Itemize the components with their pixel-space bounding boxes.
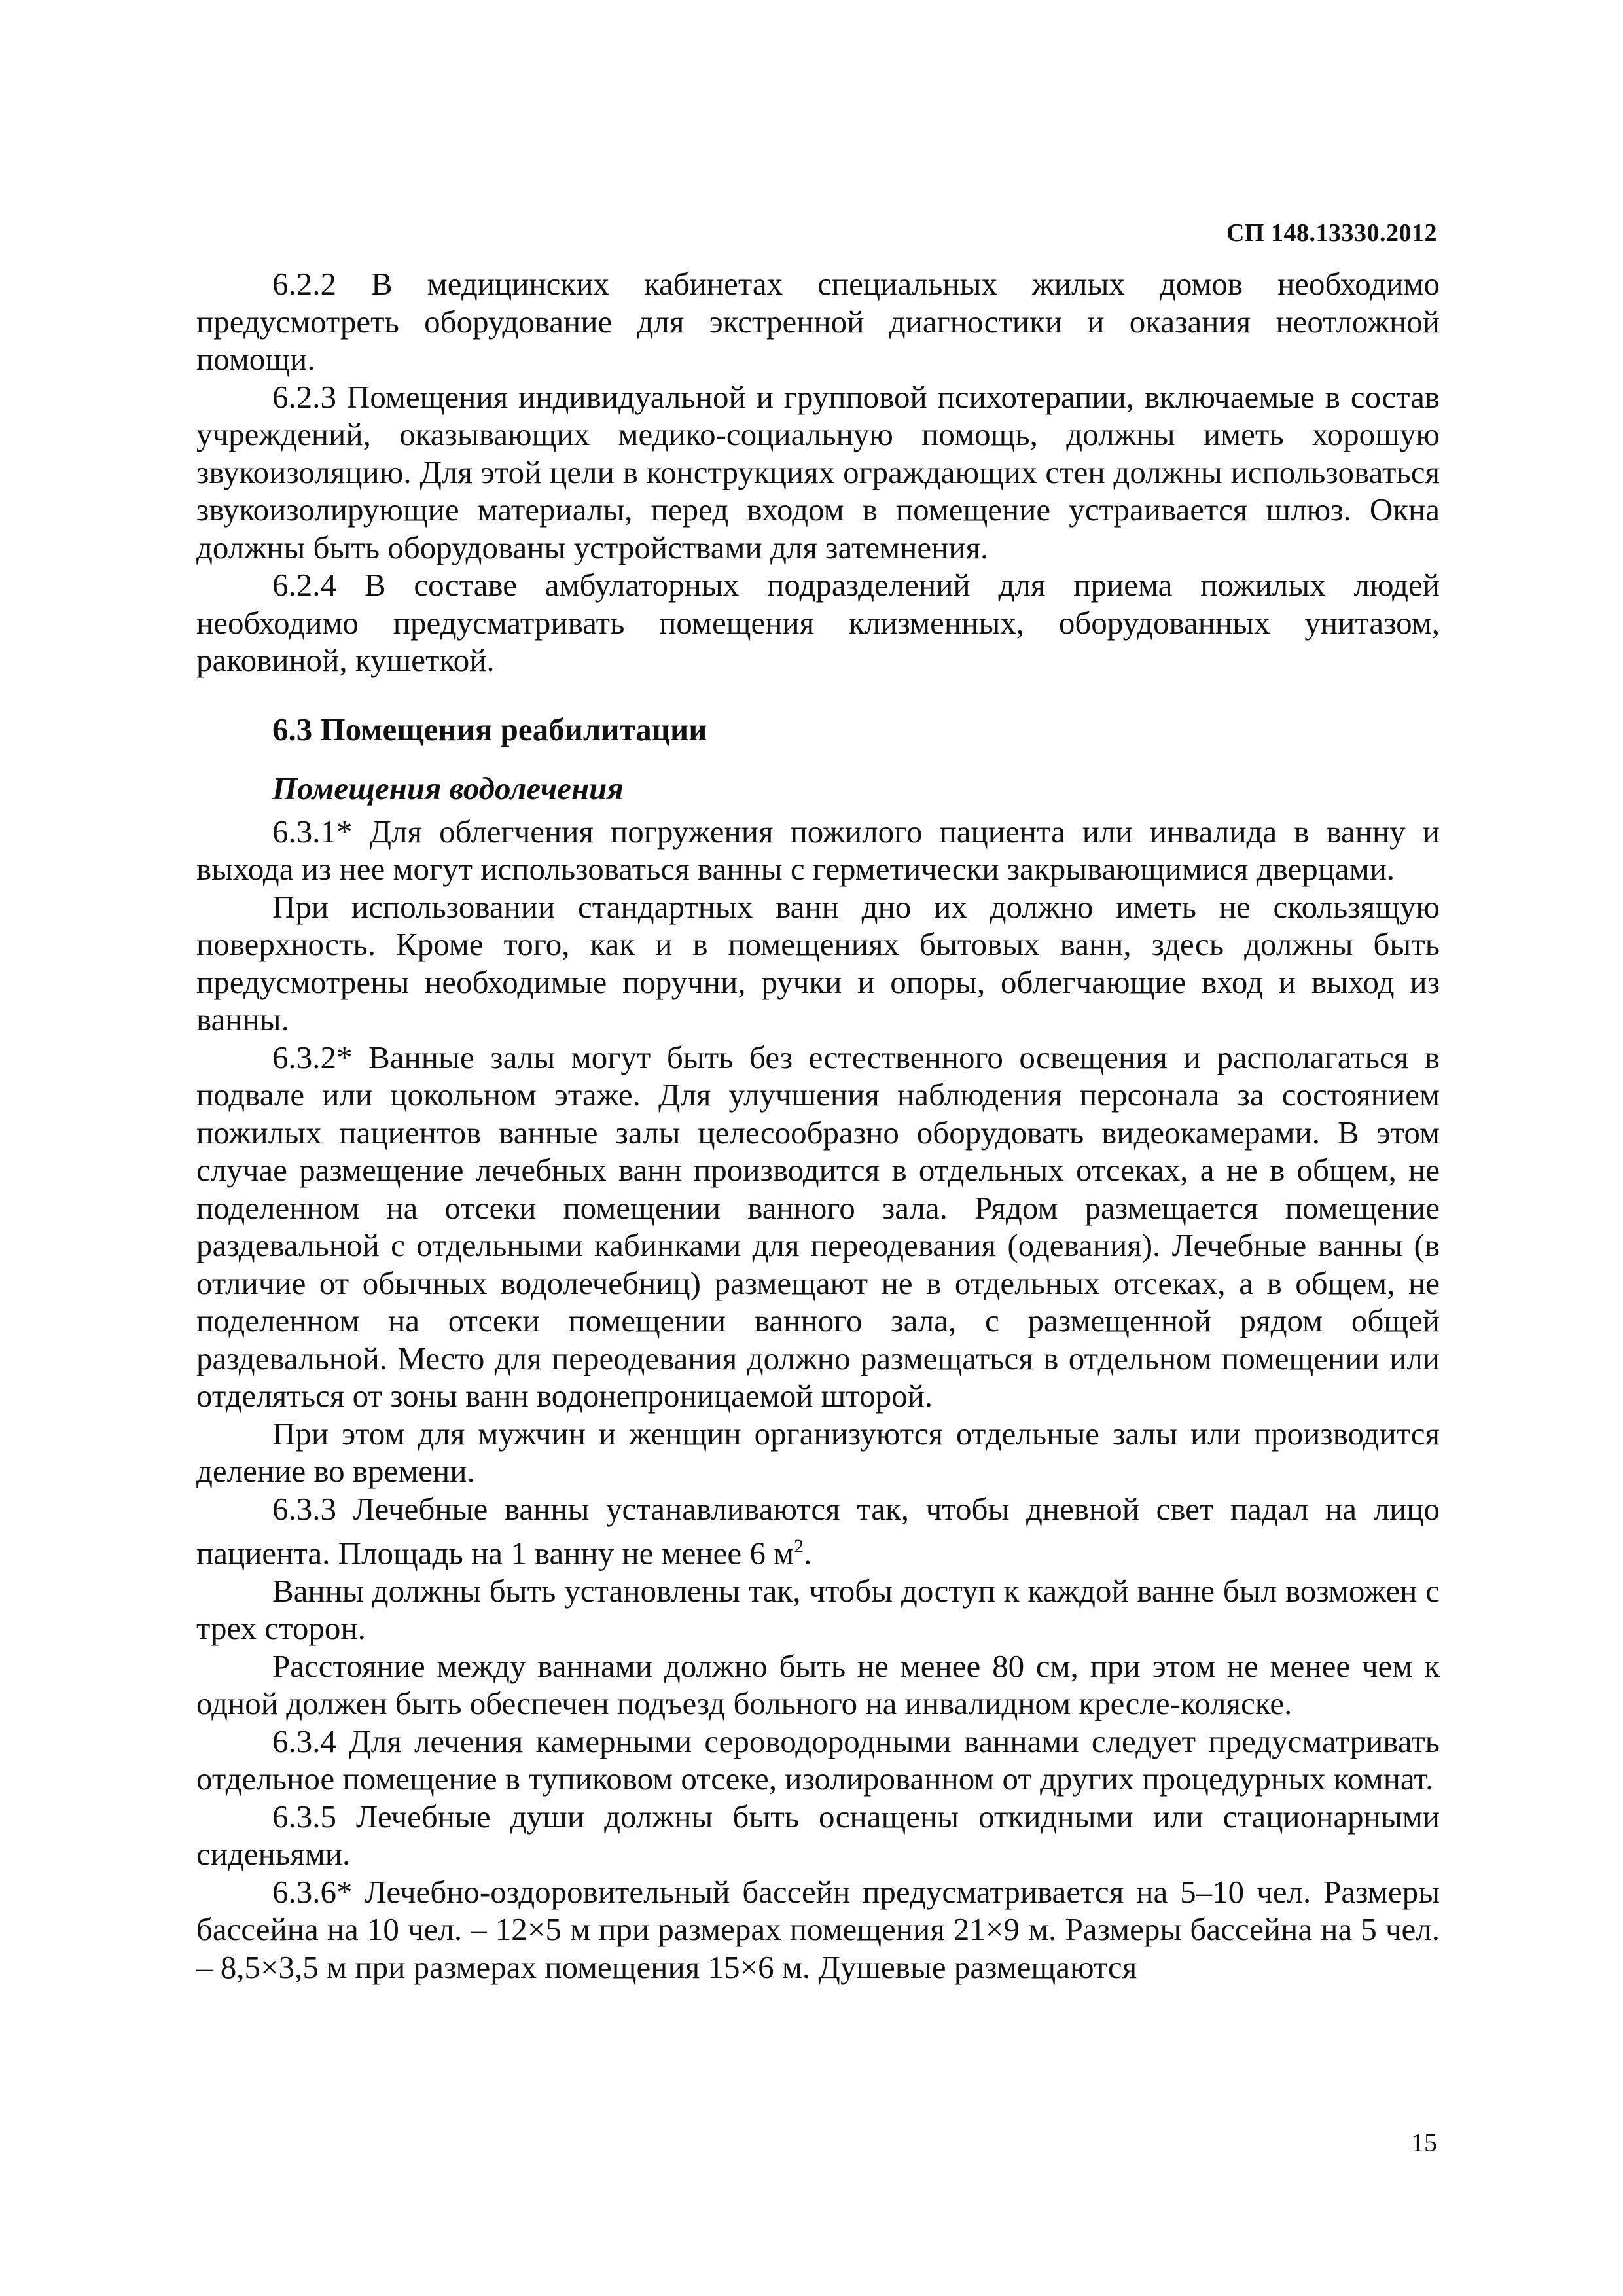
paragraph-6-3-3 [196, 1490, 1440, 1572]
paragraph-6-2-2: 6.2.2 В медицинских кабинетах специальных жилых домов необходимо предусмотреть оборудование для экстренной диагностики и оказания неотложной помощи. [196, 266, 1440, 377]
paragraph-6-2-4: 6.2.4 В составе амбулаторных подразделений для приема пожилых людей необходимо предусматривать помещения клизменных, оборудованных унитазом, раковиной, кушеткой. [196, 567, 1440, 678]
page-number: 15 [1411, 2128, 1437, 2157]
paragraph-6-3-3-continued: Ванны должны быть установлены так, чтобы доступ к каждой ванне был возможен с трех сторон. [196, 1572, 1440, 1647]
paragraph-6-3-4: 6.3.4 Для лечения камерными сероводородными ваннами следует предусматривать отдельное помещение в тупиковом отсеке, изолированном от других процедурных комнат. [196, 1723, 1440, 1797]
paragraph-6-3-2: 6.3.2* Ванные залы могут быть без естественного освещения и располагаться в подвале или цокольном этаже. Для улучшения наблюдения персонала за состоянием пожилых пациентов ванные залы целесообразно оборудовать видеокамерами. В этом случае размещение лечебных ванн производится в отдельных отсеках, а не в общем, не поделенном на отсеки помещении ванного зала. Рядом размещается помещение раздевальной с отдельными кабинками для переодевания (одевания). Лечебные ванны (в отличие от обычных водолечебниц) размещают не в отдельных отсеках, а в общем, не поделенном на отсеки помещении ванного зала, с размещенной рядом общей раздевальной. Место для переодевания должно размещаться в отдельном помещении или отделяться от зоны ванн водонепроницаемой шторой. [196, 1039, 1440, 1414]
paragraph-6-2-3: 6.2.3 Помещения индивидуальной и групповой психотерапии, включаемые в состав учреждений, оказывающих медико-социальную помощь, должны иметь хорошую звукоизоляцию. Для этой цели в конструкциях ограждающих стен должны использоваться звукоизолирующие материалы, перед входом в помещение устраивается шлюз. Окна должны быть оборудованы устройствами для затемнения. [196, 378, 1440, 565]
paragraph-6-3-6: 6.3.6* Лечебно-оздоровительный бассейн предусматривается на 5–10 чел. Размеры бассейна на 10 чел. – 12×5 м при размерах помещения 21×9 м. Размеры бассейна на 5 чел. – 8,5×3,5 м при размерах помещения 15×6 м. Душевые размещаются [196, 1873, 1440, 1985]
paragraph-6-3-3-end: . [804, 1535, 812, 1571]
paragraph-6-3-3-distance: Расстояние между ваннами должно быть не менее 80 см, при этом не менее чем к одной должен быть обеспечен подъезд больного на инвалидном кресле-коляске. [196, 1647, 1440, 1722]
paragraph-6-3-5: 6.3.5 Лечебные души должны быть оснащены откидными или стационарными сиденьями. [196, 1798, 1440, 1873]
document-body [196, 265, 1440, 1986]
paragraph-6-3-2-continued: При этом для мужчин и женщин организуются отдельные залы или производится деление во времени. [196, 1415, 1440, 1489]
paragraph-6-3-3-text: 6.3.3 Лечебные ванны устанавливаются так, чтобы дневной свет падал на лицо пациента. Площадь на 1 ванну не менее 6 м [196, 1490, 1440, 1571]
paragraph-6-3-1: 6.3.1* Для облегчения погружения пожилого пациента или инвалида в ванну и выхода из нее могут использоваться ванны с герметически закрывающимися дверцами. [196, 813, 1440, 887]
section-heading: 6.3 Помещения реабилитации [272, 711, 707, 747]
subsection-heading: Помещения водолечения [272, 770, 624, 806]
document-code: СП 148.13330.2012 [1226, 219, 1437, 247]
superscript-squared: 2 [794, 1535, 804, 1557]
paragraph-6-3-1-continued: При использовании стандартных ванн дно их должно иметь не скользящую поверхность. Кроме того, как и в помещениях бытовых ванн, здесь должны быть предусмотрены необходимые поручни, ручки и опоры, облегчающие вход и выход из ванны. [196, 888, 1440, 1037]
